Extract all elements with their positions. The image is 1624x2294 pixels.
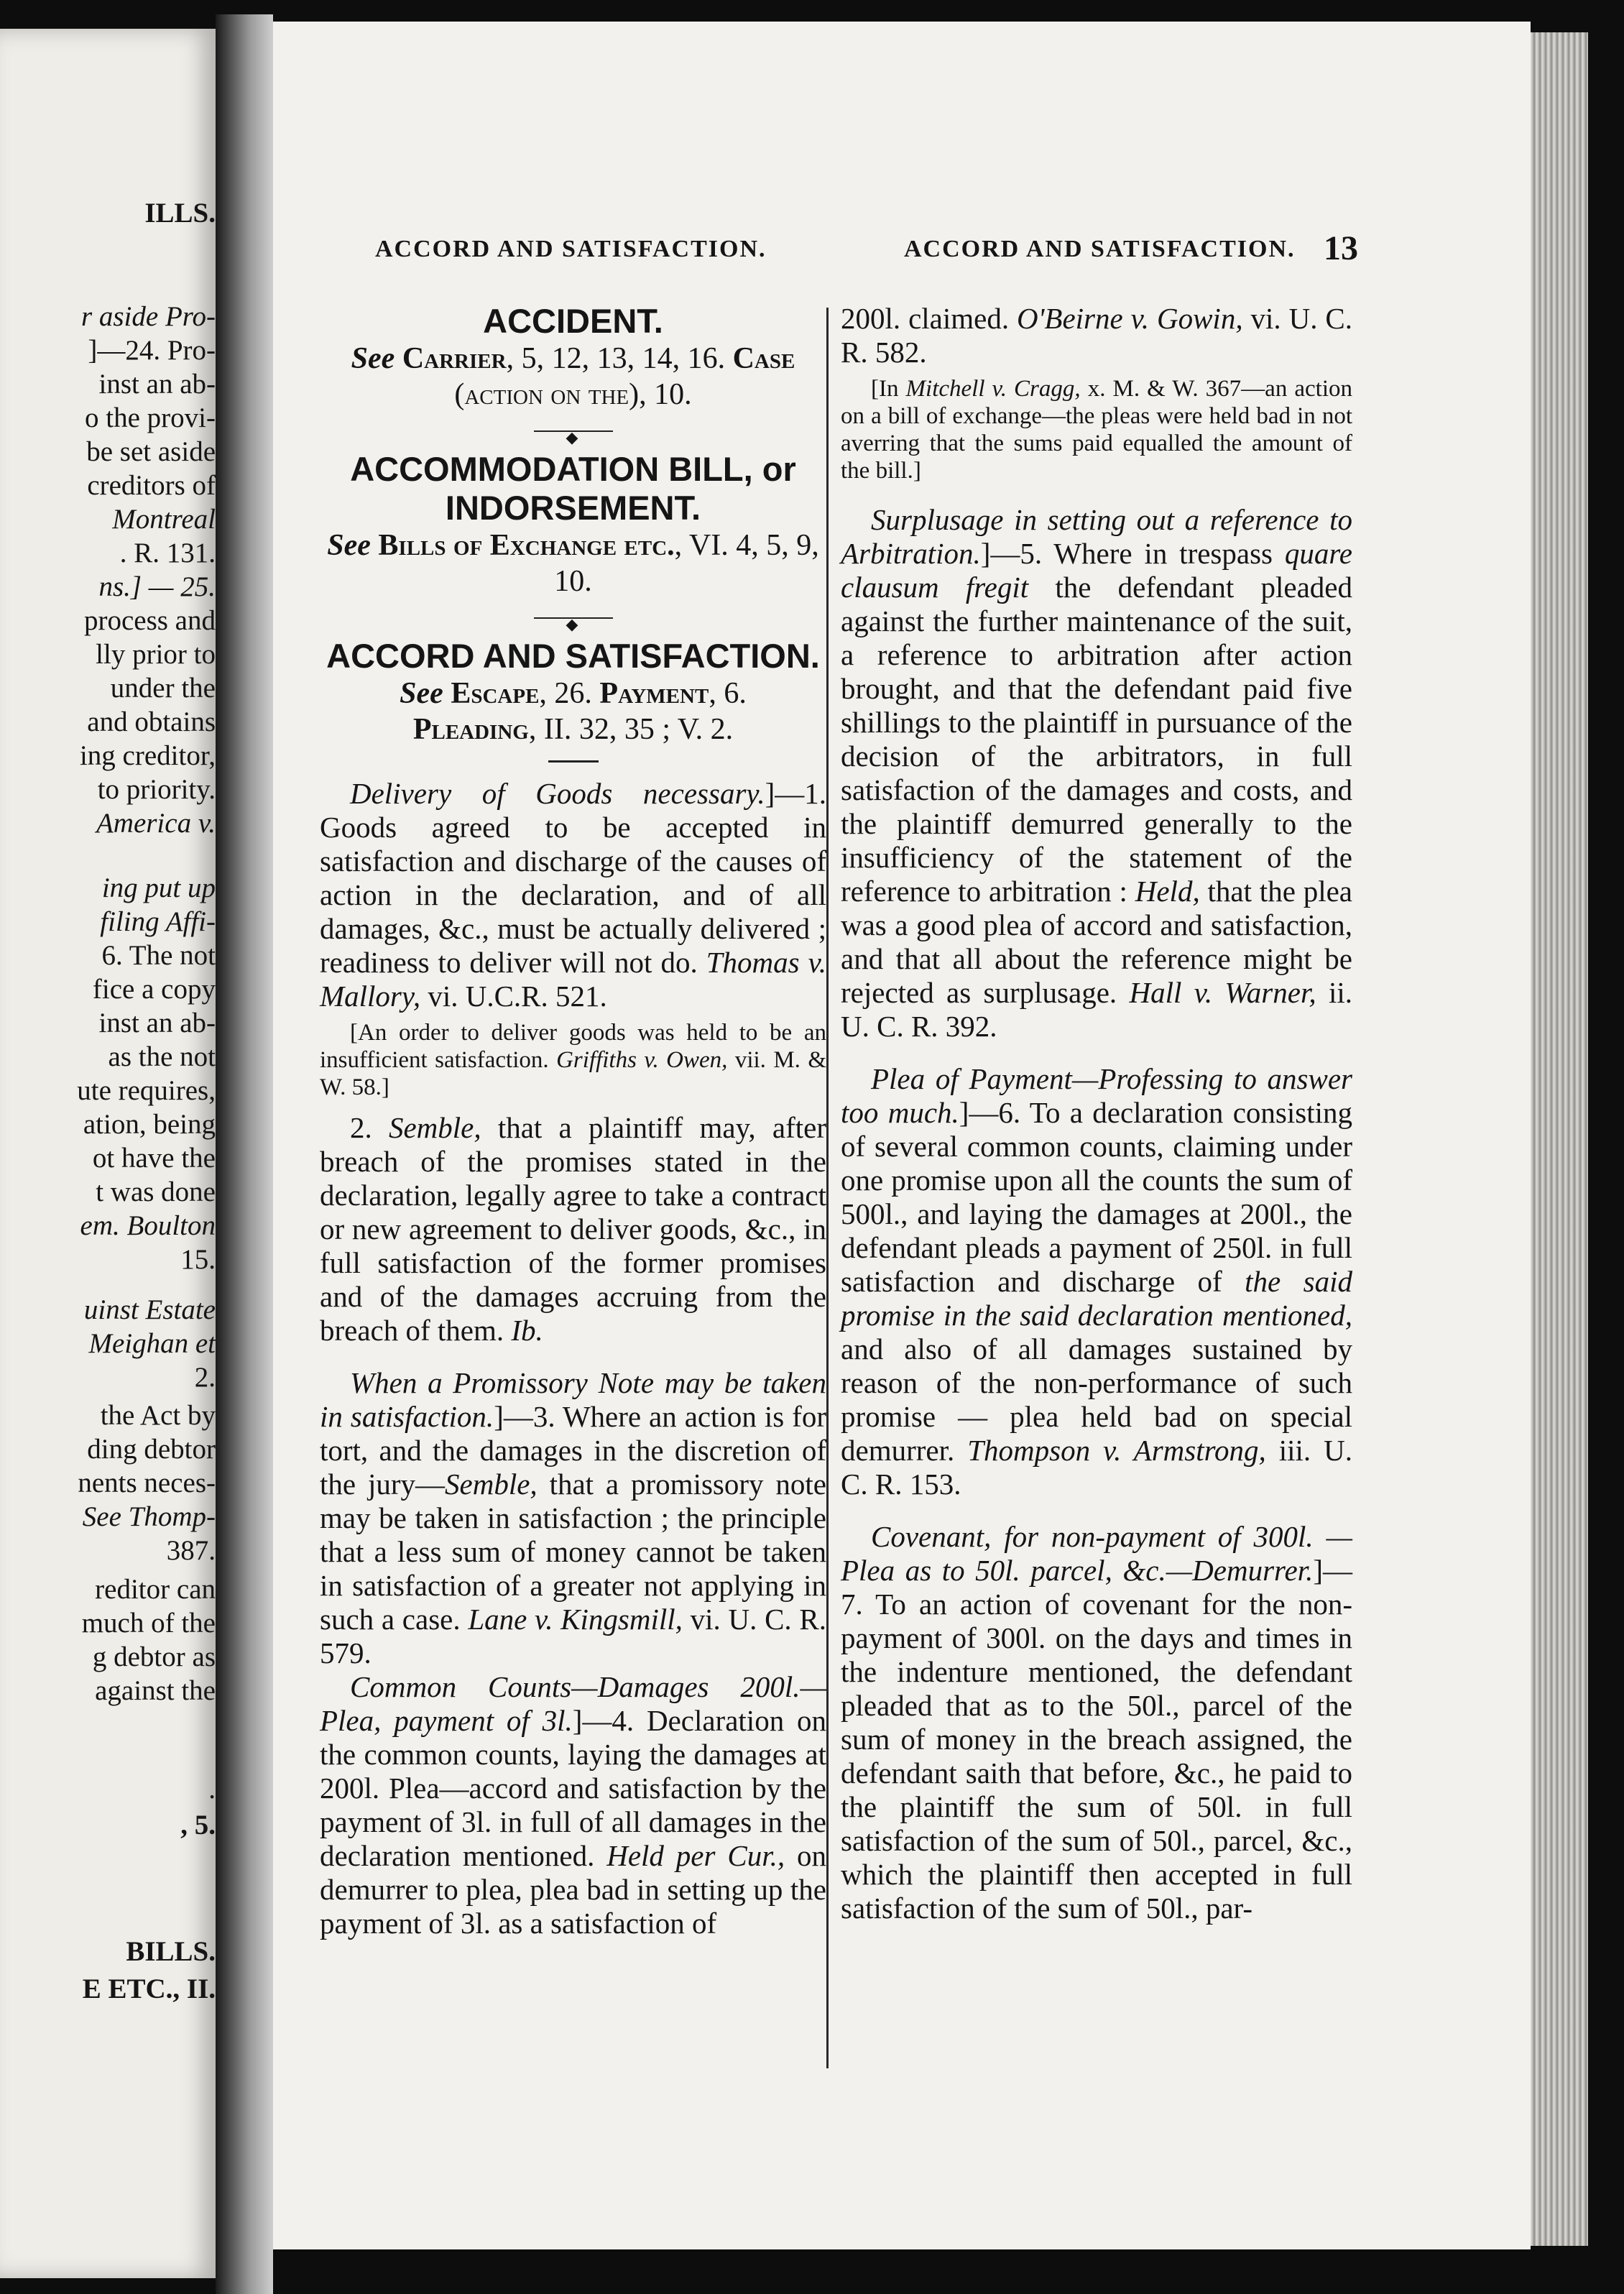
facing-page-line: t was done — [96, 1176, 216, 1207]
facing-page-line: 387. — [166, 1535, 216, 1566]
facing-page-line: ing creditor, — [79, 740, 216, 771]
see-also-accord: See Escape, 26. Payment, 6. Pleading, II. 32, 35 ; V. 2. — [400, 677, 747, 746]
facing-page-line: ation, being — [83, 1109, 216, 1140]
note-griffiths: [An order to deliver goods was held to be an insufficient satisfaction. Griffiths v. Owen, vii. M. & W. 58.] — [320, 1020, 827, 1100]
facing-page-line: lly prior to — [96, 639, 216, 670]
facing-page-line: Montreal — [112, 504, 216, 535]
facing-page-line: 6. The not — [101, 940, 216, 971]
facing-page-line: be set aside — [86, 436, 216, 467]
facing-page-line: much of the — [81, 1608, 216, 1639]
left-column — [320, 302, 826, 1940]
paragraph-6: Plea of Payment—Professing to answer too much.]—6. To a declaration consisting of several common counts, claiming under one promise upon all the counts the sum of 500l., and laying the damages at 200l., the defendant pleads a payment of 250l. in full satisfaction and discharge of the said promise in the said declaration mentioned, and also of all damages sustained by reason of the non-performance of such promise — plea held bad on special demurrer. Thompson v. Armstrong, iii. U. C. R. 153. — [841, 1062, 1353, 1501]
page-edges — [1531, 32, 1588, 2246]
facing-page-line: Meighan et — [88, 1328, 216, 1359]
facing-page-line: process and — [83, 605, 216, 636]
facing-page-line: ns.] — 25. — [98, 571, 216, 602]
heading-accident: ACCIDENT. — [483, 302, 663, 340]
note-mitchell: [In Mitchell v. Cragg, x. M. & W. 367—an action on a bill of exchange—the pleas were held bad in not averring that the sums paid equalled the amount of the bill.] — [841, 376, 1352, 484]
facing-page-line: inst an ab- — [98, 369, 216, 400]
facing-page-line: g debtor as — [92, 1641, 216, 1672]
facing-page-line: filing Affi- — [100, 906, 216, 937]
facing-page-line: fice a copy — [92, 974, 216, 1005]
facing-page-line: and obtains — [87, 706, 216, 737]
facing-page-line: the Act by — [100, 1400, 216, 1431]
facing-page-line: under the — [110, 673, 216, 704]
facing-page-line: ILLS. — [144, 198, 216, 229]
page-number: 13 — [1324, 229, 1358, 267]
facing-page-line: ot have the — [92, 1143, 216, 1174]
paragraph-4-continued: 200l. claimed. O'Beirne v. Gowin, vi. U. C. R. 582. — [841, 302, 1352, 369]
facing-page-line: to priority. — [97, 774, 216, 805]
facing-page-line: creditors of — [87, 470, 216, 501]
facing-page-line: . R. 131. — [119, 538, 216, 568]
facing-page-line: See Thomp- — [82, 1501, 216, 1532]
facing-page-line: America v. — [96, 808, 216, 839]
facing-page-line: , 5. — [180, 1810, 216, 1841]
paragraph-4: Common Counts—Damages 200l.—Plea, payment of 3l.]—4. Declaration on the common counts, laying the damages at 200l. Plea—accord and satisfaction by the payment of 3l. in full of all damages in the declaration mentioned. Held per Cur., on demurrer to plea, plea bad in setting up the payment of 3l. as a satisfaction of — [320, 1670, 826, 1940]
facing-page-line: ding debtor — [87, 1434, 216, 1465]
paragraph-3: When a Promissory Note may be taken in satisfaction.]—3. Where an action is for tort, and the damages in the discretion of the jury—Semble, that a promissory note may be taken in satisfaction ; the principle that a less sum of money cannot be taken in satisfaction of a greater not applying in such a case. Lane v. Kingsmill, vi. U. C. R. 579. — [320, 1366, 826, 1669]
paragraph-1: Delivery of Goods necessary.]—1. Goods agreed to be accepted in satisfaction and discharge of the causes of action in the declaration, and of all damages, &c., must be actually delivered ; readiness to deliver will not do. Thomas v. Mallory, vi. U.C.R. 521. — [320, 777, 826, 1013]
running-head-right: ACCORD AND SATISFACTION. — [904, 236, 1296, 262]
heading-accord: ACCORD AND SATISFACTION. — [326, 637, 820, 675]
paragraph-2: 2. Semble, that a plaintiff may, after breach of the promises stated in the declaration, legally agree to take a contract or new agreement to deliver goods, &c., in full satisfaction of the former promises and of the damages accruing from the breach of them. Ib. — [320, 1111, 826, 1347]
paragraph-5: Surplusage in setting out a reference to Arbitration.]—5. Where in trespass quare clausum fregit the defendant pleaded against the further maintenance of the suit, a reference to arbitration after action brought, and that the defendant paid five shillings to the plaintiff in pursuance of the decision of the arbitrators, in full satisfaction of the damages and costs, and the plaintiff demurred generally to the insufficiency of the statement of the reference to arbitration : Held, that the plea was a good plea of accord and satisfaction, and that all about the reference might be rejected as surplusage. Hall v. Warner, ii. U. C. R. 392. — [841, 503, 1352, 1043]
facing-page-line: ing put up — [101, 872, 216, 903]
facing-page-line: BILLS. — [126, 1936, 216, 1967]
short-rule — [548, 760, 599, 763]
column-rule — [826, 308, 829, 2068]
facing-page-line: . — [208, 1774, 216, 1805]
facing-page — [0, 29, 216, 2278]
facing-page-line: em. Boulton — [80, 1210, 216, 1241]
facing-page-line: as the not — [108, 1041, 216, 1072]
facing-page-line: reditor can — [95, 1574, 216, 1605]
facing-page-line: 15. — [180, 1244, 216, 1275]
facing-page-line: inst an ab- — [98, 1008, 216, 1038]
facing-page-line: 2. — [194, 1362, 216, 1393]
heading-accommodation: ACCOMMODATION BILL, or INDORSEMENT. — [350, 450, 796, 527]
right-column — [841, 302, 1352, 1925]
facing-page-line: E ETC., II. — [82, 1973, 216, 2004]
section-separator — [320, 599, 826, 637]
facing-page-line: ]—24. Pro- — [88, 335, 216, 366]
paragraph-7: Covenant, for non-payment of 300l. —Plea as to 50l. parcel, &c.—Demurrer.]—7. To an action of covenant for the non-payment of 300l. on the days and times in the indenture mentioned, the defendant pleaded that as to the 50l., parcel of the sum of money in the breach assigned, the defendant saith that before, &c., he paid to the plaintiff the sum of 50l. in full satisfaction of the sum of 50l., parcel, &c., which the plaintiff then accepted in full satisfaction of the sum of 50l., par- — [841, 1520, 1352, 1925]
running-head-left: ACCORD AND SATISFACTION. — [375, 236, 767, 262]
see-also-accident: See Carrier, 5, 12, 13, 14, 16. Case (action on the), 10. — [351, 342, 795, 411]
facing-page-line: against the — [95, 1675, 216, 1706]
see-also-accommodation: See Bills of Exchange etc., VI. 4, 5, 9, 10. — [327, 529, 819, 598]
facing-page-line: r aside Pro- — [80, 301, 216, 332]
facing-page-line: ute requires, — [77, 1075, 216, 1106]
facing-page-line: uinst Estate — [83, 1294, 216, 1325]
facing-page-line: o the provi- — [85, 402, 216, 433]
book-gutter — [216, 14, 273, 2294]
section-separator — [320, 413, 826, 450]
facing-page-line: nents neces- — [78, 1468, 216, 1498]
